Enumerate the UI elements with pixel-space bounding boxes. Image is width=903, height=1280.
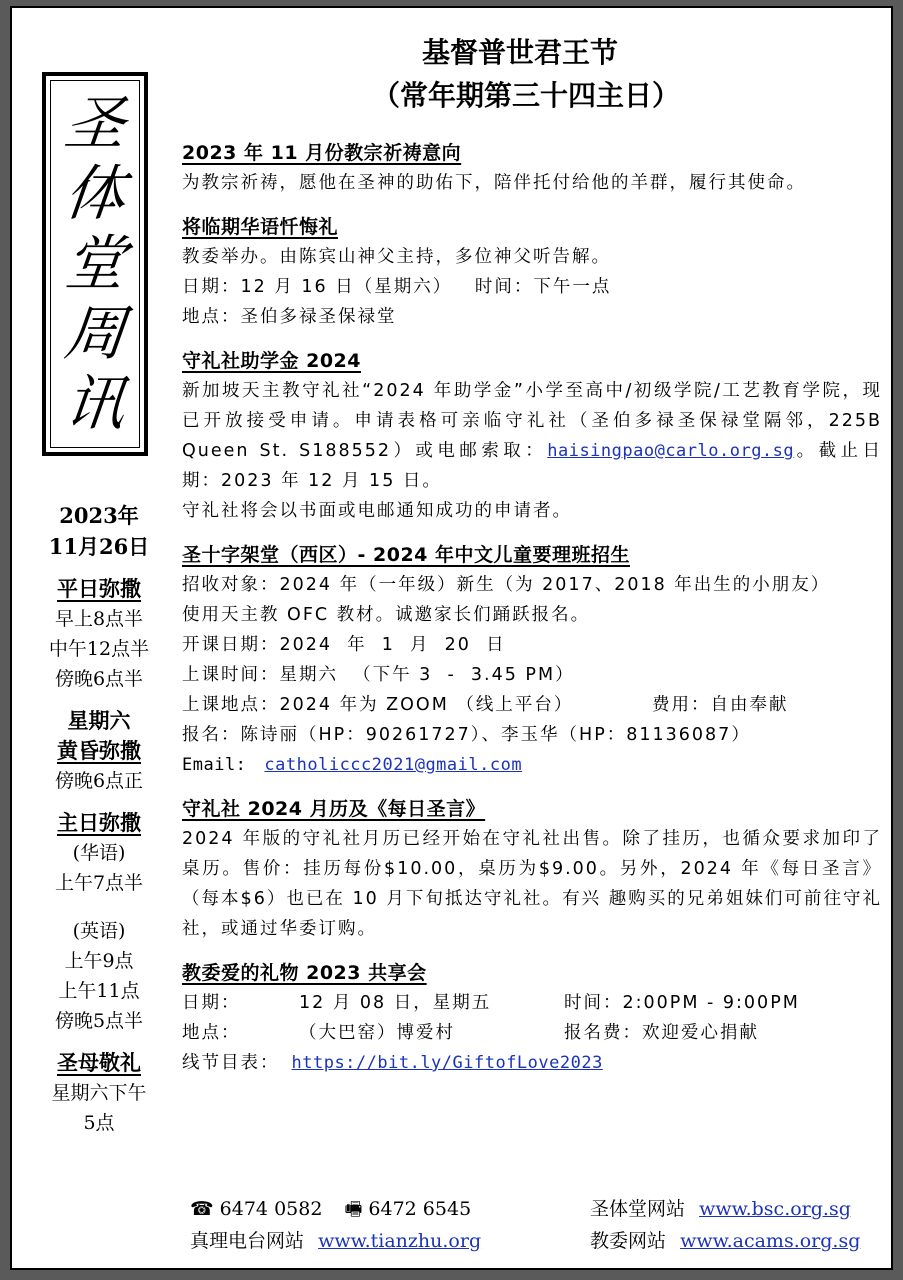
commission-site-label: 教委网站 [590, 1230, 667, 1252]
section-bursary [182, 346, 882, 526]
section-heading: 将临期华语忏悔礼 [182, 216, 339, 238]
mass-schedule-sidebar [34, 500, 164, 1138]
section-heading: 守礼社 2024 月历及《每日圣言》 [182, 798, 486, 820]
english-mass-time: 傍晚5点半 [54, 1010, 144, 1032]
bulletin-page [10, 6, 893, 1270]
novena-time: 星期六下午 [51, 1082, 147, 1104]
phone-icon: ☎ [190, 1198, 214, 1220]
fax-icon: 🖷 [344, 1198, 363, 1220]
section-gift-of-love [182, 958, 882, 1078]
novena-heading: 圣母敬礼 [57, 1050, 141, 1075]
saturday-evening-mass-heading: 黄昏弥撒 [57, 738, 141, 763]
section-body [182, 376, 882, 496]
commission-site-link[interactable]: www.acams.org.sg [680, 1230, 861, 1252]
section-line: 使用天主教 OFC 教材。诚邀家长们踊跃报名。 [182, 605, 591, 625]
english-mass-time: 上午9点 [64, 950, 134, 972]
section-penance [182, 212, 882, 332]
section-line: 教委举办。由陈宾山神父主持，多位神父听告解。 [182, 247, 611, 267]
time-value: 时间：2:00PM - 9:00PM [564, 993, 800, 1013]
radio-site-link[interactable]: www.tianzhu.org [318, 1230, 482, 1252]
section-pope-intention [182, 138, 882, 198]
phone-number: 6474 0582 [219, 1198, 323, 1220]
venue-value: （大巴窑）博爱村 [299, 1023, 455, 1043]
weekday-mass-time: 傍晚6点半 [54, 668, 144, 690]
saturday-mass-time: 傍晚6点正 [54, 770, 144, 792]
masthead-char: 体 [61, 159, 129, 229]
section-catechism [182, 540, 882, 780]
section-line: 守礼社将会以书面或电邮通知成功的申请者。 [182, 501, 572, 521]
bursary-body: 新加坡天主教守礼社“2024 年助学金”小学至高中/初级学院/工艺教育学院，现已开放接受申请。申请表格可亲临守礼社（圣伯多禄圣保禄堂隔邻，225B Queen St. S188552）或电邮索取： [182, 381, 882, 461]
title-feast: 基督普世君王节 [422, 36, 619, 69]
section-line [182, 750, 882, 780]
section-line: 报名：陈诗丽（HP：90261727）、李玉华（HP：81136087） [182, 725, 751, 745]
section-heading: 2023 年 11 月份教宗祈祷意向 [182, 142, 462, 164]
weekday-mass-time: 中午12点半 [48, 638, 150, 660]
novena-time: 5点 [83, 1112, 115, 1134]
church-website [590, 1194, 851, 1224]
masthead-char: 周 [61, 299, 129, 369]
title-sunday: （常年期第三十四主日） [372, 79, 681, 112]
bursary-email-link[interactable]: haisingpao@carlo.org.sg [547, 441, 795, 461]
program-label: 线节目表： [182, 1053, 280, 1073]
english-label: (英语) [72, 920, 126, 942]
mandarin-label: (华语) [72, 842, 126, 864]
masthead-box [42, 72, 148, 456]
section-heading: 教委爱的礼物 2023 共享会 [182, 962, 427, 984]
radio-website [190, 1226, 481, 1256]
church-site-label: 圣体堂网站 [590, 1198, 686, 1220]
date-value: 12 月 08 日，星期五 [299, 993, 492, 1013]
section-line: 开课日期：2024 年 1 月 20 日 [182, 635, 506, 655]
masthead-char: 讯 [61, 369, 129, 439]
fee-value: 报名费：欢迎爱心捐献 [564, 1023, 759, 1043]
commission-website [590, 1226, 860, 1256]
section-line [182, 988, 882, 1018]
catechism-email-link[interactable]: catholiccc2021@gmail.com [264, 755, 523, 775]
section-heading: 守礼社助学金 2024 [182, 350, 361, 372]
class-venue: 上课地点：2024 年为 ZOOM （线上平台） [182, 695, 574, 715]
masthead-char: 圣 [61, 89, 129, 159]
section-calendar [182, 794, 882, 944]
date-label: 日期： [182, 993, 241, 1013]
class-fee: 费用：自由奉献 [652, 695, 789, 715]
bulletin-date: 11月26日 [48, 534, 150, 559]
page-title [312, 32, 872, 118]
footer-contacts [190, 1194, 471, 1224]
church-site-link[interactable]: www.bsc.org.sg [699, 1198, 851, 1220]
radio-site-label: 真理电台网站 [190, 1230, 305, 1252]
section-line: 地点：圣伯多禄圣保禄堂 [182, 307, 397, 327]
masthead-inner [50, 80, 140, 448]
weekday-mass-time: 早上8点半 [54, 608, 144, 630]
weekday-mass-heading: 平日弥撒 [57, 576, 141, 601]
mandarin-mass-time: 上午7点半 [54, 872, 144, 894]
section-line [182, 1048, 882, 1078]
bulletin-year: 2023年 [59, 503, 139, 528]
sunday-mass-heading: 主日弥撒 [57, 810, 141, 835]
section-line [182, 690, 882, 720]
section-line [182, 1018, 882, 1048]
section-heading: 圣十字架堂（西区）- 2024 年中文儿童要理班招生 [182, 544, 630, 566]
bursary-deadline: 。截止日期：2023 年 12 月 15 日。 [182, 441, 883, 491]
section-body: 2024 年版的守礼社月历已经开始在守礼社出售。除了挂历，也循众要求加印了桌历。售价：挂历每份$10.00，桌历为$9.00。另外，2024 年《每日圣言》（每本$6）也已在 10 月下旬抵达守礼社。有兴 趣购买的兄弟姐妹们可前往守礼社，或通过华委订购。 [182, 829, 882, 939]
section-line: 招收对象：2024 年（一年级）新生（为 2017、2018 年出生的小朋友） [182, 575, 831, 595]
program-link[interactable]: https://bit.ly/GiftofLove2023 [291, 1053, 603, 1073]
email-label: Email: [182, 755, 247, 775]
masthead-char: 堂 [61, 229, 129, 299]
section-body: 为教宗祈祷，愿他在圣神的助佑下，陪伴托付给他的羊群，履行其使命。 [182, 173, 806, 193]
saturday-heading: 星期六 [67, 708, 131, 733]
fax-number: 6472 6545 [368, 1198, 472, 1220]
english-mass-time: 上午11点 [58, 980, 140, 1002]
announcements [182, 138, 882, 1092]
section-line: 上课时间：星期六 （下午 3 - 3.45 PM） [182, 665, 575, 685]
section-line: 日期：12 月 16 日（星期六） 时间：下午一点 [182, 277, 612, 297]
venue-label: 地点： [182, 1023, 241, 1043]
